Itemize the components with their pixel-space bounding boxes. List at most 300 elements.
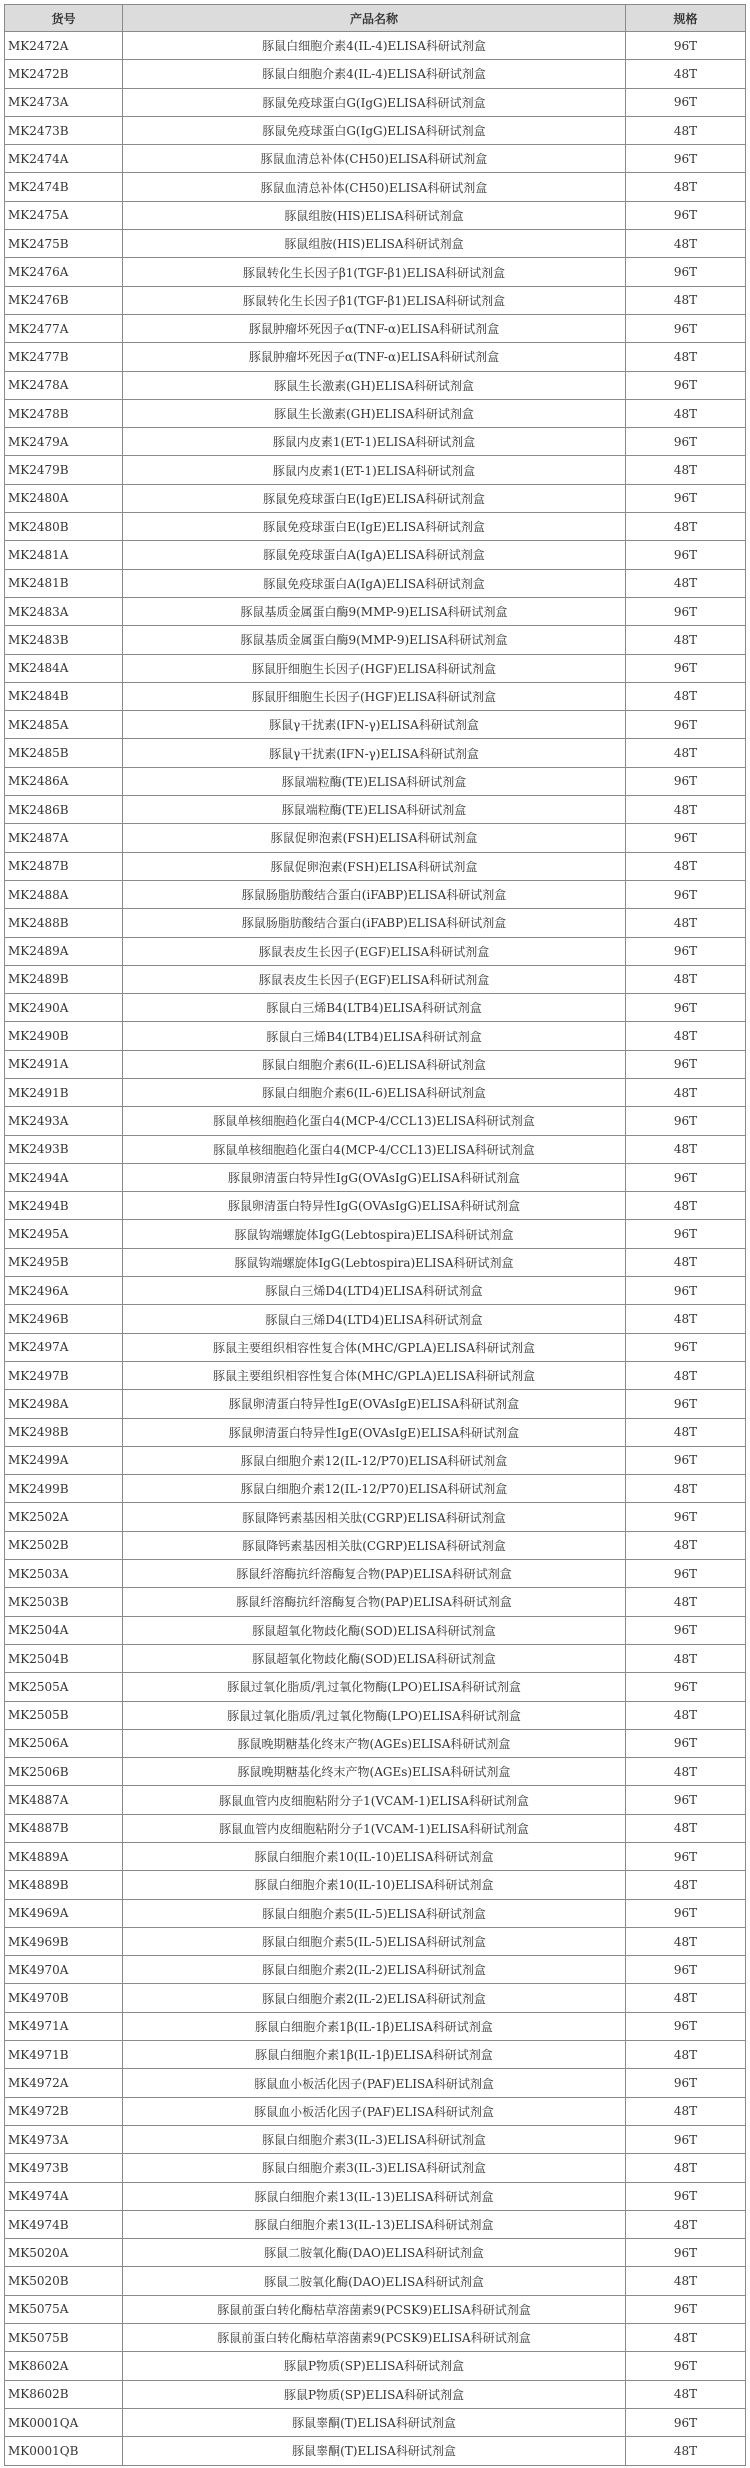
- cell-product-name: 豚鼠血小板活化因子(PAF)ELISA科研试剂盒: [123, 2069, 626, 2097]
- table-row: [5, 1786, 746, 1814]
- cell-product-name: 豚鼠超氧化物歧化酶(SOD)ELISA科研试剂盒: [123, 1644, 626, 1672]
- cell-item-code: MK2484A: [5, 654, 123, 682]
- cell-spec: 48T: [626, 1135, 746, 1163]
- cell-spec: 48T: [626, 1418, 746, 1446]
- cell-product-name: 豚鼠免疫球蛋白G(IgG)ELISA科研试剂盒: [123, 116, 626, 144]
- cell-spec: 96T: [626, 767, 746, 795]
- cell-item-code: MK4970B: [5, 1984, 123, 2012]
- cell-item-code: MK2493A: [5, 1107, 123, 1135]
- cell-product-name: 豚鼠卵清蛋白特异性IgG(OVAsIgG)ELISA科研试剂盒: [123, 1192, 626, 1220]
- cell-spec: 48T: [626, 1814, 746, 1842]
- cell-item-code: MK2503B: [5, 1588, 123, 1616]
- cell-product-name: 豚鼠血小板活化因子(PAF)ELISA科研试剂盒: [123, 2097, 626, 2125]
- table-row: [5, 2437, 746, 2465]
- cell-product-name: 豚鼠血清总补体(CH50)ELISA科研试剂盒: [123, 145, 626, 173]
- table-row: [5, 1248, 746, 1276]
- table-row: [5, 1277, 746, 1305]
- header-spec: 规格: [626, 5, 746, 32]
- table-row: [5, 484, 746, 512]
- table-row: [5, 1163, 746, 1191]
- cell-item-code: MK2491B: [5, 1078, 123, 1106]
- cell-product-name: 豚鼠免疫球蛋白E(IgE)ELISA科研试剂盒: [123, 484, 626, 512]
- cell-spec: 48T: [626, 626, 746, 654]
- table-row: [5, 880, 746, 908]
- cell-spec: 96T: [626, 1843, 746, 1871]
- cell-item-code: MK2495B: [5, 1248, 123, 1276]
- cell-product-name: 豚鼠血管内皮细胞粘附分子1(VCAM-1)ELISA科研试剂盒: [123, 1814, 626, 1842]
- cell-item-code: MK2497B: [5, 1361, 123, 1389]
- table-row: [5, 88, 746, 116]
- table-row: [5, 937, 746, 965]
- cell-item-code: MK2478A: [5, 371, 123, 399]
- cell-product-name: 豚鼠促卵泡素(FSH)ELISA科研试剂盒: [123, 824, 626, 852]
- cell-item-code: MK2483A: [5, 597, 123, 625]
- cell-product-name: 豚鼠P物质(SP)ELISA科研试剂盒: [123, 2380, 626, 2408]
- cell-spec: 96T: [626, 1390, 746, 1418]
- cell-item-code: MK2502A: [5, 1503, 123, 1531]
- cell-product-name: 豚鼠单核细胞趋化蛋白4(MCP-4/CCL13)ELISA科研试剂盒: [123, 1107, 626, 1135]
- table-row: [5, 1644, 746, 1672]
- table-row: [5, 909, 746, 937]
- cell-spec: 48T: [626, 2210, 746, 2238]
- table-row: [5, 286, 746, 314]
- cell-product-name: 豚鼠二胺氧化酶(DAO)ELISA科研试剂盒: [123, 2267, 626, 2295]
- table-row: [5, 1588, 746, 1616]
- table-row: [5, 597, 746, 625]
- cell-spec: 96T: [626, 428, 746, 456]
- cell-product-name: 豚鼠前蛋白转化酶枯草溶菌素9(PCSK9)ELISA科研试剂盒: [123, 2295, 626, 2323]
- cell-item-code: MK4973A: [5, 2125, 123, 2153]
- table-row: [5, 173, 746, 201]
- cell-item-code: MK2485B: [5, 739, 123, 767]
- cell-product-name: 豚鼠过氧化脂质/乳过氧化物酶(LPO)ELISA科研试剂盒: [123, 1673, 626, 1701]
- cell-spec: 96T: [626, 654, 746, 682]
- cell-item-code: MK2499B: [5, 1475, 123, 1503]
- cell-product-name: 豚鼠免疫球蛋白A(IgA)ELISA科研试剂盒: [123, 569, 626, 597]
- cell-product-name: 豚鼠睾酮(T)ELISA科研试剂盒: [123, 2408, 626, 2436]
- cell-item-code: MK2485A: [5, 711, 123, 739]
- table-row: [5, 682, 746, 710]
- cell-product-name: 豚鼠内皮素1(ET-1)ELISA科研试剂盒: [123, 456, 626, 484]
- cell-spec: 96T: [626, 1050, 746, 1078]
- cell-spec: 96T: [626, 880, 746, 908]
- cell-item-code: MK0001QA: [5, 2408, 123, 2436]
- product-table-container: [4, 4, 745, 2466]
- cell-spec: 48T: [626, 1361, 746, 1389]
- table-row: [5, 2012, 746, 2040]
- cell-item-code: MK2502B: [5, 1531, 123, 1559]
- cell-product-name: 豚鼠主要组织相容性复合体(MHC/GPLA)ELISA科研试剂盒: [123, 1333, 626, 1361]
- cell-spec: 48T: [626, 1984, 746, 2012]
- cell-item-code: MK4887A: [5, 1786, 123, 1814]
- cell-item-code: MK2477B: [5, 343, 123, 371]
- cell-spec: 48T: [626, 286, 746, 314]
- cell-item-code: MK2486A: [5, 767, 123, 795]
- cell-spec: 48T: [626, 1305, 746, 1333]
- table-row: [5, 1984, 746, 2012]
- table-row: [5, 116, 746, 144]
- table-row: [5, 314, 746, 342]
- table-row: [5, 1871, 746, 1899]
- table-row: [5, 2239, 746, 2267]
- cell-item-code: MK2496B: [5, 1305, 123, 1333]
- cell-product-name: 豚鼠白细胞介素4(IL-4)ELISA科研试剂盒: [123, 60, 626, 88]
- cell-product-name: 豚鼠促卵泡素(FSH)ELISA科研试剂盒: [123, 852, 626, 880]
- cell-item-code: MK2498A: [5, 1390, 123, 1418]
- cell-item-code: MK2498B: [5, 1418, 123, 1446]
- table-row: [5, 569, 746, 597]
- cell-spec: 48T: [626, 2380, 746, 2408]
- cell-item-code: MK2490B: [5, 1022, 123, 1050]
- cell-spec: 96T: [626, 1333, 746, 1361]
- cell-item-code: MK2505A: [5, 1673, 123, 1701]
- cell-spec: 48T: [626, 1927, 746, 1955]
- cell-product-name: 豚鼠二胺氧化酶(DAO)ELISA科研试剂盒: [123, 2239, 626, 2267]
- cell-spec: 48T: [626, 2154, 746, 2182]
- table-row: [5, 230, 746, 258]
- cell-product-name: 豚鼠组胺(HIS)ELISA科研试剂盒: [123, 201, 626, 229]
- cell-product-name: 豚鼠白细胞介素5(IL-5)ELISA科研试剂盒: [123, 1899, 626, 1927]
- cell-product-name: 豚鼠单核细胞趋化蛋白4(MCP-4/CCL13)ELISA科研试剂盒: [123, 1135, 626, 1163]
- cell-spec: 96T: [626, 597, 746, 625]
- cell-product-name: 豚鼠白细胞介素3(IL-3)ELISA科研试剂盒: [123, 2125, 626, 2153]
- table-header-row: [5, 5, 746, 32]
- cell-product-name: 豚鼠白三烯D4(LTD4)ELISA科研试剂盒: [123, 1277, 626, 1305]
- cell-spec: 96T: [626, 2012, 746, 2040]
- cell-spec: 96T: [626, 2239, 746, 2267]
- cell-item-code: MK8602A: [5, 2352, 123, 2380]
- cell-item-code: MK2499A: [5, 1446, 123, 1474]
- table-row: [5, 1560, 746, 1588]
- table-row: [5, 2097, 746, 2125]
- cell-item-code: MK2479A: [5, 428, 123, 456]
- cell-item-code: MK2494A: [5, 1163, 123, 1191]
- cell-product-name: 豚鼠生长激素(GH)ELISA科研试剂盒: [123, 399, 626, 427]
- table-body: [5, 32, 746, 2466]
- cell-spec: 96T: [626, 1956, 746, 1984]
- cell-product-name: 豚鼠表皮生长因子(EGF)ELISA科研试剂盒: [123, 965, 626, 993]
- cell-spec: 48T: [626, 909, 746, 937]
- cell-item-code: MK4971A: [5, 2012, 123, 2040]
- cell-product-name: 豚鼠白三烯B4(LTB4)ELISA科研试剂盒: [123, 994, 626, 1022]
- cell-item-code: MK2506B: [5, 1758, 123, 1786]
- cell-spec: 48T: [626, 1644, 746, 1672]
- table-row: [5, 2408, 746, 2436]
- cell-item-code: MK2478B: [5, 399, 123, 427]
- table-row: [5, 1843, 746, 1871]
- cell-spec: 96T: [626, 994, 746, 1022]
- cell-product-name: 豚鼠P物质(SP)ELISA科研试剂盒: [123, 2352, 626, 2380]
- cell-spec: 48T: [626, 1022, 746, 1050]
- cell-spec: 48T: [626, 2041, 746, 2069]
- cell-product-name: 豚鼠内皮素1(ET-1)ELISA科研试剂盒: [123, 428, 626, 456]
- cell-spec: 48T: [626, 1475, 746, 1503]
- table-row: [5, 456, 746, 484]
- cell-item-code: MK4973B: [5, 2154, 123, 2182]
- cell-item-code: MK2476A: [5, 258, 123, 286]
- header-product-name: 产品名称: [123, 5, 626, 32]
- cell-spec: 96T: [626, 1277, 746, 1305]
- table-row: [5, 1305, 746, 1333]
- cell-spec: 96T: [626, 32, 746, 60]
- table-row: [5, 626, 746, 654]
- cell-spec: 96T: [626, 1446, 746, 1474]
- cell-item-code: MK2472A: [5, 32, 123, 60]
- cell-spec: 48T: [626, 2097, 746, 2125]
- cell-product-name: 豚鼠白细胞介素6(IL-6)ELISA科研试剂盒: [123, 1078, 626, 1106]
- cell-item-code: MK2475B: [5, 230, 123, 258]
- cell-product-name: 豚鼠白细胞介素2(IL-2)ELISA科研试剂盒: [123, 1956, 626, 1984]
- cell-spec: 96T: [626, 1729, 746, 1757]
- cell-product-name: 豚鼠免疫球蛋白G(IgG)ELISA科研试剂盒: [123, 88, 626, 116]
- cell-product-name: 豚鼠免疫球蛋白E(IgE)ELISA科研试剂盒: [123, 513, 626, 541]
- cell-item-code: MK5075A: [5, 2295, 123, 2323]
- table-row: [5, 1022, 746, 1050]
- table-row: [5, 1956, 746, 1984]
- cell-product-name: 豚鼠白细胞介素12(IL-12/P70)ELISA科研试剂盒: [123, 1475, 626, 1503]
- cell-product-name: 豚鼠表皮生长因子(EGF)ELISA科研试剂盒: [123, 937, 626, 965]
- table-row: [5, 711, 746, 739]
- table-row: [5, 1446, 746, 1474]
- table-row: [5, 1899, 746, 1927]
- cell-item-code: MK2487A: [5, 824, 123, 852]
- cell-spec: 96T: [626, 314, 746, 342]
- cell-spec: 96T: [626, 1503, 746, 1531]
- cell-spec: 96T: [626, 258, 746, 286]
- table-row: [5, 824, 746, 852]
- cell-product-name: 豚鼠过氧化脂质/乳过氧化物酶(LPO)ELISA科研试剂盒: [123, 1701, 626, 1729]
- cell-product-name: 豚鼠晚期糖基化终末产物(AGEs)ELISA科研试剂盒: [123, 1729, 626, 1757]
- cell-spec: 96T: [626, 1899, 746, 1927]
- cell-item-code: MK2504B: [5, 1644, 123, 1672]
- cell-product-name: 豚鼠白细胞介素3(IL-3)ELISA科研试剂盒: [123, 2154, 626, 2182]
- cell-spec: 48T: [626, 60, 746, 88]
- table-row: [5, 258, 746, 286]
- table-row: [5, 1220, 746, 1248]
- cell-product-name: 豚鼠白细胞介素2(IL-2)ELISA科研试剂盒: [123, 1984, 626, 2012]
- cell-product-name: 豚鼠睾酮(T)ELISA科研试剂盒: [123, 2437, 626, 2465]
- cell-spec: 48T: [626, 739, 746, 767]
- cell-item-code: MK4974B: [5, 2210, 123, 2238]
- cell-product-name: 豚鼠白细胞介素6(IL-6)ELISA科研试剂盒: [123, 1050, 626, 1078]
- cell-product-name: 豚鼠基质金属蛋白酶9(MMP-9)ELISA科研试剂盒: [123, 597, 626, 625]
- cell-spec: 96T: [626, 824, 746, 852]
- cell-spec: 96T: [626, 1560, 746, 1588]
- table-row: [5, 654, 746, 682]
- cell-product-name: 豚鼠白细胞介素13(IL-13)ELISA科研试剂盒: [123, 2210, 626, 2238]
- table-row: [5, 541, 746, 569]
- cell-item-code: MK2488A: [5, 880, 123, 908]
- cell-product-name: 豚鼠基质金属蛋白酶9(MMP-9)ELISA科研试剂盒: [123, 626, 626, 654]
- cell-product-name: 豚鼠肝细胞生长因子(HGF)ELISA科研试剂盒: [123, 682, 626, 710]
- cell-product-name: 豚鼠端粒酶(TE)ELISA科研试剂盒: [123, 796, 626, 824]
- table-row: [5, 1531, 746, 1559]
- cell-item-code: MK4889A: [5, 1843, 123, 1871]
- cell-item-code: MK4969B: [5, 1927, 123, 1955]
- table-row: [5, 1390, 746, 1418]
- cell-product-name: 豚鼠白细胞介素10(IL-10)ELISA科研试剂盒: [123, 1843, 626, 1871]
- cell-spec: 48T: [626, 1078, 746, 1106]
- table-row: [5, 1503, 746, 1531]
- cell-item-code: MK2476B: [5, 286, 123, 314]
- cell-item-code: MK2473A: [5, 88, 123, 116]
- cell-item-code: MK4969A: [5, 1899, 123, 1927]
- cell-spec: 96T: [626, 541, 746, 569]
- table-row: [5, 1078, 746, 1106]
- cell-spec: 48T: [626, 343, 746, 371]
- cell-item-code: MK5020A: [5, 2239, 123, 2267]
- table-row: [5, 1729, 746, 1757]
- cell-spec: 96T: [626, 937, 746, 965]
- table-row: [5, 739, 746, 767]
- cell-product-name: 豚鼠超氧化物歧化酶(SOD)ELISA科研试剂盒: [123, 1616, 626, 1644]
- cell-product-name: 豚鼠血管内皮细胞粘附分子1(VCAM-1)ELISA科研试剂盒: [123, 1786, 626, 1814]
- cell-product-name: 豚鼠白细胞介素5(IL-5)ELISA科研试剂盒: [123, 1927, 626, 1955]
- table-row: [5, 1192, 746, 1220]
- cell-product-name: 豚鼠白细胞介素10(IL-10)ELISA科研试剂盒: [123, 1871, 626, 1899]
- cell-item-code: MK5020B: [5, 2267, 123, 2295]
- cell-product-name: 豚鼠白三烯B4(LTB4)ELISA科研试剂盒: [123, 1022, 626, 1050]
- cell-item-code: MK4974A: [5, 2182, 123, 2210]
- cell-product-name: 豚鼠血清总补体(CH50)ELISA科研试剂盒: [123, 173, 626, 201]
- cell-product-name: 豚鼠白细胞介素4(IL-4)ELISA科研试剂盒: [123, 32, 626, 60]
- cell-item-code: MK2504A: [5, 1616, 123, 1644]
- table-row: [5, 2324, 746, 2352]
- table-row: [5, 1418, 746, 1446]
- table-row: [5, 796, 746, 824]
- cell-item-code: MK2479B: [5, 456, 123, 484]
- cell-product-name: 豚鼠转化生长因子β1(TGF-β1)ELISA科研试剂盒: [123, 258, 626, 286]
- cell-spec: 96T: [626, 145, 746, 173]
- cell-item-code: MK2477A: [5, 314, 123, 342]
- table-row: [5, 201, 746, 229]
- cell-spec: 48T: [626, 682, 746, 710]
- cell-item-code: MK2506A: [5, 1729, 123, 1757]
- cell-product-name: 豚鼠白三烯D4(LTD4)ELISA科研试剂盒: [123, 1305, 626, 1333]
- table-row: [5, 60, 746, 88]
- cell-spec: 48T: [626, 2267, 746, 2295]
- table-row: [5, 2295, 746, 2323]
- cell-product-name: 豚鼠转化生长因子β1(TGF-β1)ELISA科研试剂盒: [123, 286, 626, 314]
- cell-item-code: MK4972B: [5, 2097, 123, 2125]
- cell-spec: 48T: [626, 852, 746, 880]
- table-row: [5, 1616, 746, 1644]
- table-row: [5, 2380, 746, 2408]
- table-row: [5, 145, 746, 173]
- cell-product-name: 豚鼠前蛋白转化酶枯草溶菌素9(PCSK9)ELISA科研试剂盒: [123, 2324, 626, 2352]
- table-row: [5, 2267, 746, 2295]
- cell-product-name: 豚鼠白细胞介素1β(IL-1β)ELISA科研试剂盒: [123, 2012, 626, 2040]
- cell-product-name: 豚鼠肿瘤坏死因子α(TNF-α)ELISA科研试剂盒: [123, 314, 626, 342]
- table-row: [5, 32, 746, 60]
- cell-product-name: 豚鼠降钙素基因相关肽(CGRP)ELISA科研试剂盒: [123, 1531, 626, 1559]
- cell-product-name: 豚鼠生长激素(GH)ELISA科研试剂盒: [123, 371, 626, 399]
- cell-item-code: MK2480A: [5, 484, 123, 512]
- table-row: [5, 1927, 746, 1955]
- cell-spec: 48T: [626, 2437, 746, 2465]
- table-row: [5, 1758, 746, 1786]
- cell-product-name: 豚鼠钩端螺旋体IgG(Lebtospira)ELISA科研试剂盒: [123, 1220, 626, 1248]
- cell-product-name: 豚鼠纤溶酶抗纤溶酶复合物(PAP)ELISA科研试剂盒: [123, 1588, 626, 1616]
- cell-item-code: MK2494B: [5, 1192, 123, 1220]
- cell-item-code: MK5075B: [5, 2324, 123, 2352]
- table-row: [5, 1701, 746, 1729]
- cell-spec: 96T: [626, 201, 746, 229]
- cell-item-code: MK2480B: [5, 513, 123, 541]
- table-row: [5, 1107, 746, 1135]
- cell-spec: 48T: [626, 1701, 746, 1729]
- cell-product-name: 豚鼠降钙素基因相关肽(CGRP)ELISA科研试剂盒: [123, 1503, 626, 1531]
- cell-product-name: 豚鼠卵清蛋白特异性IgE(OVAsIgE)ELISA科研试剂盒: [123, 1390, 626, 1418]
- cell-spec: 48T: [626, 1248, 746, 1276]
- table-row: [5, 2154, 746, 2182]
- cell-product-name: 豚鼠肿瘤坏死因子α(TNF-α)ELISA科研试剂盒: [123, 343, 626, 371]
- cell-item-code: MK4971B: [5, 2041, 123, 2069]
- table-row: [5, 2125, 746, 2153]
- cell-item-code: MK2475A: [5, 201, 123, 229]
- cell-item-code: MK2505B: [5, 1701, 123, 1729]
- cell-item-code: MK2489A: [5, 937, 123, 965]
- table-row: [5, 852, 746, 880]
- cell-item-code: MK2489B: [5, 965, 123, 993]
- table-row: [5, 1050, 746, 1078]
- table-row: [5, 2069, 746, 2097]
- table-row: [5, 1673, 746, 1701]
- product-table: [4, 4, 746, 2466]
- cell-item-code: MK4972A: [5, 2069, 123, 2097]
- cell-item-code: MK2488B: [5, 909, 123, 937]
- table-row: [5, 965, 746, 993]
- cell-spec: 96T: [626, 88, 746, 116]
- table-row: [5, 2210, 746, 2238]
- cell-spec: 48T: [626, 116, 746, 144]
- cell-product-name: 豚鼠白细胞介素1β(IL-1β)ELISA科研试剂盒: [123, 2041, 626, 2069]
- cell-product-name: 豚鼠钩端螺旋体IgG(Lebtospira)ELISA科研试剂盒: [123, 1248, 626, 1276]
- cell-spec: 96T: [626, 2408, 746, 2436]
- cell-item-code: MK2486B: [5, 796, 123, 824]
- cell-item-code: MK2491A: [5, 1050, 123, 1078]
- header-item-code: 货号: [5, 5, 123, 32]
- cell-product-name: 豚鼠肠脂肪酸结合蛋白(iFABP)ELISA科研试剂盒: [123, 880, 626, 908]
- cell-spec: 96T: [626, 1107, 746, 1135]
- cell-item-code: MK2472B: [5, 60, 123, 88]
- cell-item-code: MK2481B: [5, 569, 123, 597]
- cell-product-name: 豚鼠晚期糖基化终末产物(AGEs)ELISA科研试剂盒: [123, 1758, 626, 1786]
- cell-spec: 48T: [626, 2324, 746, 2352]
- cell-spec: 48T: [626, 1192, 746, 1220]
- cell-product-name: 豚鼠肝细胞生长因子(HGF)ELISA科研试剂盒: [123, 654, 626, 682]
- cell-item-code: MK2497A: [5, 1333, 123, 1361]
- cell-spec: 96T: [626, 1786, 746, 1814]
- cell-spec: 48T: [626, 456, 746, 484]
- cell-spec: 96T: [626, 371, 746, 399]
- cell-spec: 48T: [626, 1871, 746, 1899]
- table-row: [5, 1814, 746, 1842]
- cell-spec: 48T: [626, 796, 746, 824]
- cell-product-name: 豚鼠卵清蛋白特异性IgG(OVAsIgG)ELISA科研试剂盒: [123, 1163, 626, 1191]
- table-row: [5, 2352, 746, 2380]
- cell-spec: 96T: [626, 1673, 746, 1701]
- cell-item-code: MK2503A: [5, 1560, 123, 1588]
- cell-item-code: MK4887B: [5, 1814, 123, 1842]
- cell-spec: 96T: [626, 711, 746, 739]
- cell-product-name: 豚鼠γ干扰素(IFN-γ)ELISA科研试剂盒: [123, 739, 626, 767]
- table-row: [5, 2041, 746, 2069]
- cell-spec: 96T: [626, 484, 746, 512]
- table-row: [5, 1135, 746, 1163]
- cell-spec: 48T: [626, 965, 746, 993]
- cell-item-code: MK8602B: [5, 2380, 123, 2408]
